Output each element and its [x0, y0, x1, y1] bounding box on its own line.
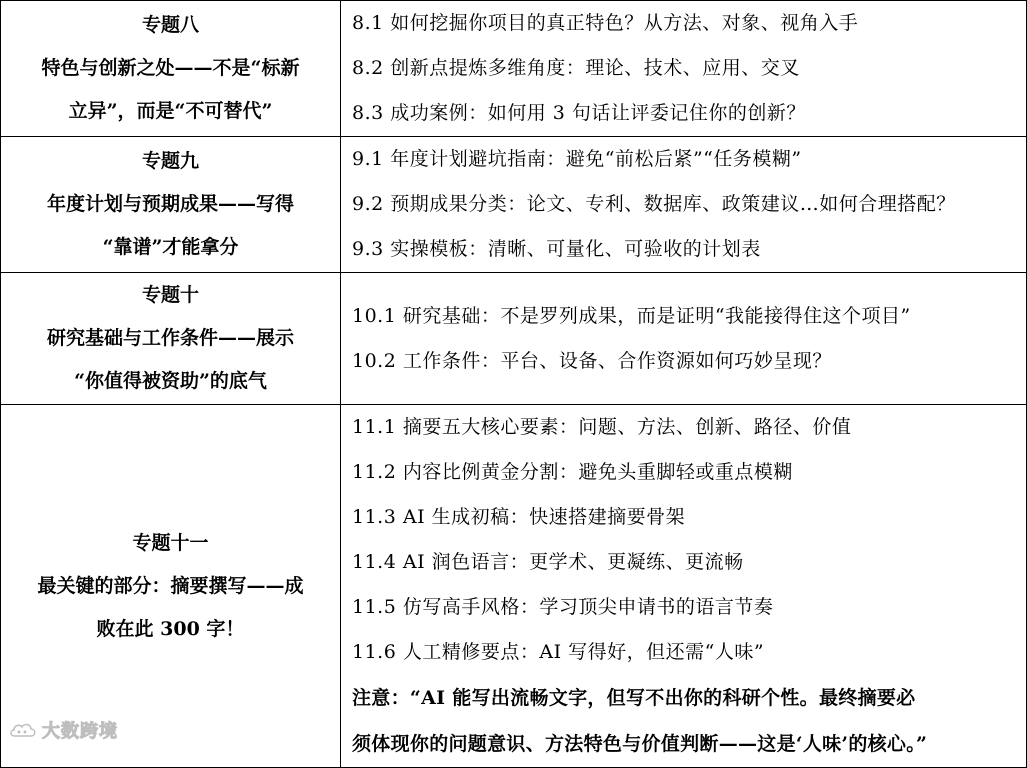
- topic-title-line: 特色与创新之处——不是“标新: [41, 57, 300, 79]
- topic-title-line: “你值得被资助”的底气: [74, 370, 267, 392]
- table-row: [1, 1, 1027, 137]
- list-item: 8.1 如何挖掘你项目的真正特色？从方法、对象、视角入手: [352, 12, 859, 34]
- topic-title-line: 败在此 300 字！: [96, 617, 245, 640]
- items-cell: [341, 1, 1027, 137]
- list-item: 11.5 仿写高手风格：学习顶尖申请书的语言节奏: [352, 596, 774, 618]
- list-item: 8.2 创新点提炼多维角度：理论、技术、应用、交叉: [352, 57, 800, 79]
- items-cell: [341, 273, 1027, 405]
- list-item: 9.3 实操模板：清晰、可量化、可验收的计划表: [352, 238, 761, 260]
- topic-cell: [1, 273, 341, 405]
- watermark-text: 大数跨境: [42, 721, 118, 742]
- topic-title-line: 立异”，而是“不可替代”: [68, 100, 273, 122]
- list-item: 11.4 AI 润色语言：更学术、更凝练、更流畅: [352, 551, 744, 573]
- table-row: [1, 273, 1027, 405]
- topic-name: 专题九: [141, 150, 199, 172]
- list-item: 9.2 预期成果分类：论文、专利、数据库、政策建议…如何合理搭配？: [352, 193, 956, 215]
- list-item: 11.2 内容比例黄金分割：避免头重脚轻或重点模糊: [352, 461, 793, 483]
- topic-title-line: 最关键的部分：摘要撰写——成: [37, 574, 304, 597]
- list-item: 11.3 AI 生成初稿：快速搭建摘要骨架: [352, 506, 686, 528]
- list-item: 11.1 摘要五大核心要素：问题、方法、创新、路径、价值: [352, 416, 852, 438]
- topic-title-line: “靠谱”才能拿分: [102, 236, 239, 258]
- note-line: 须体现你的问题意识、方法特色与价值判断——这是‘人味’的核心。”: [352, 733, 928, 755]
- list-item: 11.6 人工精修要点：AI 写得好，但还需“人味”: [352, 641, 765, 663]
- items-cell: [341, 137, 1027, 273]
- items-cell: [341, 405, 1027, 768]
- topic-cell: [1, 1, 341, 137]
- list-item: 9.1 年度计划避坑指南：避免“前松后紧”“任务模糊”: [352, 148, 802, 170]
- list-item: 10.2 工作条件：平台、设备、合作资源如何巧妙呈现？: [352, 349, 832, 372]
- topic-title-line: 年度计划与预期成果——写得: [46, 193, 294, 215]
- topic-name: 专题十: [141, 284, 199, 306]
- topic-name: 专题十一: [132, 531, 209, 554]
- topic-cell: [1, 405, 341, 768]
- note-line: 注意：“AI 能写出流畅文字，但写不出你的科研个性。最终摘要必: [352, 687, 916, 709]
- topic-name: 专题八: [141, 14, 199, 36]
- topic-cell: [1, 137, 341, 273]
- table-row: [1, 405, 1027, 768]
- list-item: 8.3 成功案例：如何用 3 句话让评委记住你的创新？: [352, 102, 806, 124]
- table-row: [1, 137, 1027, 273]
- topic-title-line: 研究基础与工作条件——展示: [46, 327, 294, 349]
- list-item: 10.1 研究基础：不是罗列成果，而是证明“我能接得住这个项目”: [352, 304, 911, 327]
